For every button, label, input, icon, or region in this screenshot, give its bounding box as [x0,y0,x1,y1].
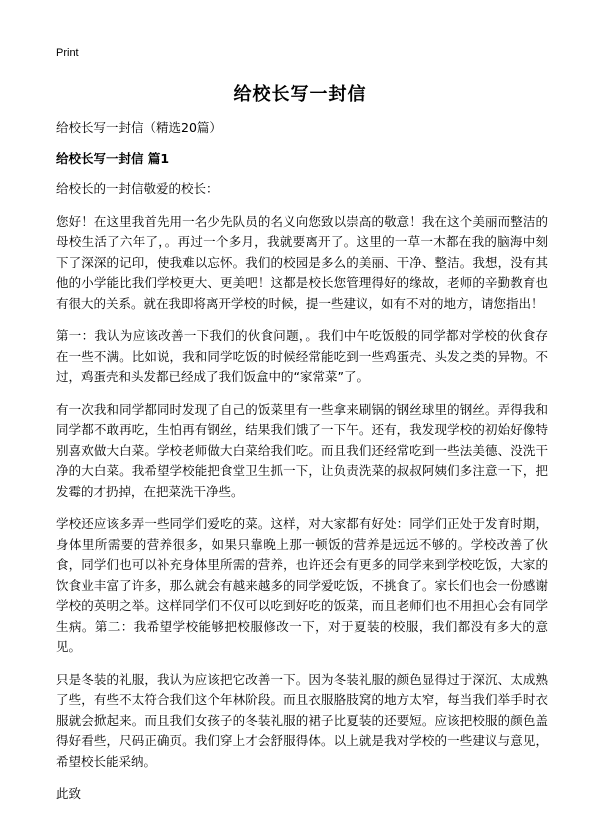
closing: 此致 [56,786,82,801]
paragraph: 学校还应该多弄一些同学们爱吃的菜。这样，对大家都有好处：同学们正处于发育时期，身体里所需要的营养很多，如果只靠晚上那一顿饭的营养是远远不够的。学校改善了伙食，同学们也可以补充身体里所需的营养，也许还会有更多的同学来到学校吃饭，大家的饮食业丰富了许多，那么就会有越来越多的同学爱吃饭，不挑食了。家长们也会一份感谢学校的英明之举。这样同学们不仅可以吃到好吃的饭菜，而且老师们也不用担心会有同学生病。第二：我希望学校能够把校服修改一下，对于夏装的校服，我们都没有多大的意见。 [56,516,548,654]
article-body [56,118,548,817]
salutation: 给校长的一封信敬爱的校长： [56,181,219,196]
paragraph: 您好！在这里我首先用一名少先队员的名义向您致以崇高的敬意！我在这个美丽而整洁的母校生活了六年了，。再过一个多月，我就要离开了。这里的一草一木都在我的脑海中刻下了深深的记印，使我难以忘怀。我们的校园是多么的美丽、干净、整洁。我想，没有其他的小学能比我们学校更大、更美吧！这都是校长您管理得好的缘故，老师的辛勤教育也有很大的关系。就在我即将离开学校的时候，提一些建议，如有不对的地方，请您指出！ [56,213,548,311]
article-subtitle: 给校长写一封信（精选20篇） [56,120,222,135]
paragraph: 第一：我认为应该改善一下我们的伙食问题，。我们中午吃饭般的同学都对学校的伙食存在一些不满。比如说，我和同学吃饭的时候经常能吃到一些鸡蛋壳、头发之类的异物。不过，鸡蛋壳和头发都已经成了我们饭盒中的“家常菜”了。 [56,328,548,384]
page-title: 给校长写一封信 [233,84,367,105]
paragraph: 只是冬装的礼服，我认为应该把它改善一下。因为冬装礼服的颜色显得过于深沉、太成熟了些，有些不太符合我们这个年林阶段。而且衣服胳肢窝的地方太窄，每当我们举手时衣服就会掀起来。而且我们女孩子的冬装礼服的裙子比夏装的还要短。应该把校服的颜色盖得好看些，尺码正确页。我们穿上才会舒服得体。以上就是我对学校的一些建议与意见，希望校长能采纳。 [56,671,548,769]
section-heading: 给校长写一封信 篇1 [56,150,170,166]
paragraph: 有一次我和同学都同时发现了自己的饭菜里有一些拿来刷锅的钢丝球里的钢丝。弄得我和同学都不敢再吃，生怕再有钢丝，结果我们饿了一下午。还有，我发现学校的初始好像特别喜欢做大白菜。学校老师做大白菜给我们吃。而且我们还经常吃到一些法美德、没洗干净的大白菜。我希望学校能把食堂卫生抓一下，让负责洗菜的叔叔阿姨们多注意一下，把发霉的才扔掉，在把菜洗干净些。 [56,401,548,499]
print-link[interactable]: Print [56,47,79,59]
